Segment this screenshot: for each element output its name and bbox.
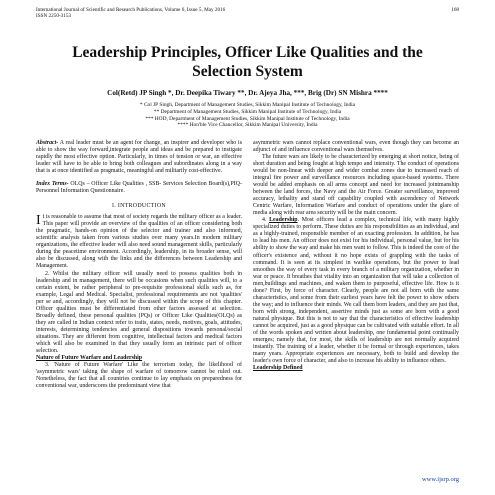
page-number: 168 <box>451 7 459 13</box>
leadership-term: Leadership <box>269 217 298 224</box>
subheading-leadership-defined: Leadership Defined <box>253 365 303 372</box>
intro-paragraph-3: 3. 'Nature of Future Warfare' Like the terrorism today, the likelihood of 'asymmetric wars' taking the shape of warfare of tomorrow cannot be ruled out. Nonetheless, the fact that all countries continue to lay emphasis on preparedness for conventional war, underscores the predominant view that <box>36 362 242 390</box>
index-terms <box>36 181 242 195</box>
body-columns <box>36 140 459 391</box>
subheading-future-warfare: Nature of Future Warfare and Leadership <box>36 355 143 362</box>
journal-name: International Journal of Scientific and Research Publications, Volume 6, Issue 5, May 2016 <box>36 7 226 13</box>
paper-title <box>36 43 459 81</box>
right-paragraph-3-text: . Most officers lead a complex, technical life, with many highly specialized duties to perform. These duties are his responsibilities as an individual, and as a highly-trained, responsible member of an exacting profession. In addition, he has to lead his men. An officer does not exist for his individual, personal value, but for his ability to show the way and make his men want to follow. This is indeed the core of the officer's existence and, without it no hope exists of grappling with the tasks of command. It is seen at its simplest in warlike operations, but the power to lead smoothes the way of every task in every branch of a military organization, whether in war or peace. It breathes that vitality into an organization that will take a collection of men,buildings and machines, and waken them to purposeful, effective life. How is it done? First, by force of character. Clearly, people are not all born with the same characteristics, and some from their earliest years have felt the power to show others the way; and to influence their minds. We call them born leaders, and they are just that, born with strong, independent, assertive minds just as some are born with a good natural physique. But this is not to say that the characteristics of effective leadership cannot be acquired, just as a good physique can be cultivated with suitable effort. In all of the words spoken and written about leadership, one fundamental point continually emerges; namely that, for most, the skills of leadership are not normally acquired instantly. The training of a leader, whether it be formal or through experiences, takes many years. Appropriate experiences are necessary, both to build and develop the leader's own force of character, and also to increase his ability to influence others. <box>253 217 459 365</box>
paper-title-line-1: Leadership Principles, Officer Like Qualities and the <box>72 44 423 62</box>
affiliations <box>36 102 459 128</box>
right-paragraph-1: asymmetric wars cannot replace conventional wars, even though they can become an adjunct of and influence conventional wars themselves. <box>253 139 459 153</box>
abstract-text: A real leader must be an agent for change, an inspirer and developer who is able to show the way forward,integrate people and ideas and be prepared to instigate rapidly the most effective option. Particularly, in times of tension or war, an effective leader will have to be able to bring both colleagues and subordinates along in a way that is at once identified as pragmatic, meaningful and militarily cost-effective. <box>36 139 242 174</box>
footer-url[interactable]: www.ijsrp.org <box>421 476 459 483</box>
affiliation: *** HOD, Department of Management Studies, Sikkim Manipal Institute of Technology, India <box>145 115 350 122</box>
paper-title-line-2: Selection System <box>192 63 303 81</box>
author-list: Col(Retd) JP Singh *, Dr. Deepika Tiwary **, Dr. Ajeya Jha, ***, Brig (Dr) SN Mishra **** <box>107 89 388 98</box>
index-terms-label: Index Terms- <box>36 181 69 188</box>
paragraph-number: 4. <box>262 217 270 224</box>
index-terms-text: OLQs – Officer Like Qualities , SSB- Services Selection Board(s),PIQ- Personnel Information Questionnaire. <box>36 181 242 195</box>
affiliation: **** Hon'ble Vice Chancellor, Sikkim Manipal University, India <box>177 122 318 129</box>
affiliation: * Col JP Singh, Department of Management Studies, Sikkim Manipal Institute of Technology, India <box>139 102 356 109</box>
journal-header <box>36 7 459 19</box>
abstract <box>36 140 242 175</box>
intro-paragraph-2: 2. Whilst the military officer will usually need to possess qualities both in leadership and in management, there will be occasions when such qualities will, to a certain extent, be rather peripheral to pre-requisite professional skills such as, for example, Legal and Medical. Specialist, professional requirements are not 'qualities' per se and, accordingly, they will not be discussed within the scope of this chapter. Officer qualities must be differentiated from other factors assessed at selection. Broadly defined, these personal qualities (PQs) or Officer Like Qualities(OLQs) as they are called in Indian context refer to traits, states, needs, motives, goals, attitudes, interests, determining tendencies and general dispositions towards personal/social situations. They are different from cognitive, intellectual factors and medical factors which will also be examined in that they usually form an intrinsic part of officer selection. <box>36 270 242 355</box>
journal-header-left <box>36 7 225 19</box>
affiliation: ** Department of Management Studies, Sikkim Manipal Institute of Technology, India <box>153 109 342 115</box>
right-column <box>253 140 459 391</box>
intro-paragraph-1 <box>36 214 242 270</box>
left-column <box>36 140 242 391</box>
section-heading-introduction: I. INTRODUCTION <box>112 203 166 210</box>
drop-cap: I <box>36 213 41 229</box>
abstract-label: Abstract- <box>36 139 59 146</box>
right-paragraph-3 <box>253 217 459 365</box>
issn: ISSN 2250-3153 <box>36 13 72 20</box>
intro-paragraph-1-text: t is reasonable to assume that most of society regards the military officer as a leader. This paper will provide an overview of the qualities of an officer considering both the pragmatic, hands-on opinion of the selector and trainer and also informed, scientific analysis taken from various studies over many years.In modern military organizations, the effective leader will also need sound management skills, particularly during the peacetime environment. Accordingly, leadership, in its broader sense, will also be discussed, along with the links and the differences between Leadership and Management. <box>36 214 242 270</box>
right-paragraph-2: The future wars are likely to be characterized by emerging at short notice, being of short duration and being fought at high tempo and intensity. The conduct of operations would be non-linear with deeper and wider combat zones due to increased reach of integral fire power and surveillance resources including space-based systems. There would be added emphasis on all arms concept and need for increased jointmanship between the land forces, the Navy and the Air Force. Greater surveillance, improved accuracy, lethality and stand off capability coupled with ascendency of Network Centric Warfare, Information Warfare and conduct of operations under the glare of media along with rear area security will be the main concern. <box>253 153 459 217</box>
